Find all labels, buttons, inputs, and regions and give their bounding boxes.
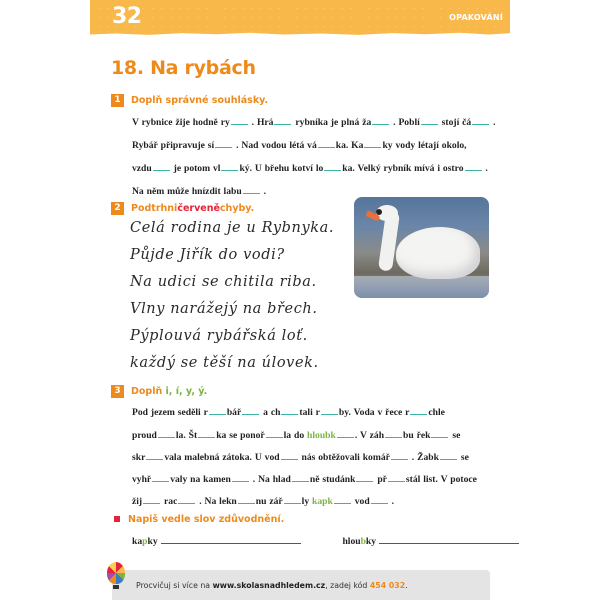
- line-text: se: [457, 452, 469, 463]
- line-text: žij: [132, 496, 143, 507]
- handwritten-sentence[interactable]: Celá rodina je u Rybnyka.: [130, 220, 335, 236]
- line-text: a ch: [260, 407, 281, 418]
- line-text: ký. U břehu kotví lo: [239, 163, 324, 174]
- line-text: stojí čá: [438, 117, 472, 128]
- line-text: nu zář: [255, 496, 283, 507]
- line-text: .: [482, 163, 488, 174]
- blank-field[interactable]: [143, 502, 160, 504]
- line-text: vyhř: [132, 474, 152, 485]
- blank-field[interactable]: [364, 146, 381, 148]
- blank-field[interactable]: [153, 169, 170, 171]
- task1-number: 1: [111, 94, 124, 107]
- line-text: vzdu: [132, 163, 152, 174]
- blank-field[interactable]: [243, 192, 260, 194]
- blank-field[interactable]: [431, 436, 448, 438]
- task3-line: [132, 474, 477, 485]
- line-text: rybníka je plná ža: [292, 117, 372, 128]
- blank-field[interactable]: [209, 413, 226, 415]
- blank-field[interactable]: [334, 502, 351, 504]
- footer-text: Procvičuj si více na www.skolasnadhledem.cz, zadej kód 454 032.: [136, 580, 408, 590]
- blank-field[interactable]: [356, 480, 373, 482]
- blank-field[interactable]: [281, 458, 298, 460]
- line-text: skr: [132, 452, 146, 463]
- footer-code: 454 032: [369, 580, 406, 590]
- task1-instruction: Doplň správné souhlásky.: [131, 94, 269, 106]
- line-text: ky vody létají okolo,: [382, 140, 467, 151]
- word-hloubky: hloubky: [342, 536, 377, 547]
- task1-line: [132, 117, 496, 128]
- task3-number: 3: [111, 385, 124, 398]
- balloon-icon: [107, 562, 125, 584]
- balloon-basket-icon: [113, 585, 119, 589]
- line-text: . Na hlad: [249, 474, 291, 485]
- swan-photo: [354, 197, 489, 298]
- line-text: bu řek: [403, 430, 431, 441]
- task1-header: [111, 93, 268, 107]
- blank-field[interactable]: [266, 436, 283, 438]
- line-text: stál list. V potoce: [405, 474, 477, 485]
- line-text: chle: [428, 407, 445, 418]
- blank-field[interactable]: [292, 480, 309, 482]
- line-text: ka se ponoř: [216, 430, 265, 441]
- answer-line-hloubky[interactable]: [379, 542, 519, 544]
- task1-line: [132, 140, 467, 151]
- line-text: . Žabk: [408, 452, 439, 463]
- line-text: př: [374, 474, 387, 485]
- blank-field[interactable]: [178, 502, 195, 504]
- blank-field[interactable]: [198, 436, 215, 438]
- lesson-title: 18. Na rybách: [111, 57, 256, 79]
- line-text: nás obtěžovali komář: [298, 452, 390, 463]
- blank-field[interactable]: [238, 502, 255, 504]
- line-text: Rybář připravuje sí: [132, 140, 215, 151]
- blank-field[interactable]: [232, 480, 249, 482]
- blank-field[interactable]: [284, 502, 301, 504]
- line-text: .: [388, 496, 394, 507]
- blank-field[interactable]: [465, 169, 482, 171]
- line-text: vala malebná zátoka. U vod: [164, 452, 280, 463]
- line-text: Pod jezem seděli r: [132, 407, 208, 418]
- footer-box: [112, 570, 490, 600]
- section-label: OPAKOVÁNÍ: [449, 13, 503, 22]
- word-kapky: kapky: [132, 536, 158, 547]
- bullet-icon: [114, 516, 120, 522]
- subtask-instruction: Napiš vedle slov zdůvodnění.: [128, 513, 285, 525]
- line-text: . Nad vodou létá vá: [233, 140, 317, 151]
- blank-field[interactable]: [421, 123, 438, 125]
- blank-field[interactable]: [242, 413, 259, 415]
- blank-field[interactable]: [324, 169, 341, 171]
- blank-field[interactable]: [231, 123, 248, 125]
- task3-line: [132, 430, 460, 441]
- page-number: 32: [112, 4, 142, 29]
- task3-instruction-green: i, í, y, ý.: [165, 385, 208, 397]
- task2-instruction-red: červeně: [177, 202, 220, 214]
- blank-field[interactable]: [215, 146, 232, 148]
- blank-field[interactable]: [440, 458, 457, 460]
- task2-instruction-post: chyby.: [219, 202, 255, 214]
- handwritten-sentence[interactable]: každý se těší na úlovek.: [130, 355, 319, 371]
- line-text: vod: [351, 496, 370, 507]
- line-text: Na něm může hnízdit labu: [132, 186, 242, 197]
- blank-field[interactable]: [391, 458, 408, 460]
- handwritten-sentence[interactable]: Pýplouvá rybářská loť.: [130, 328, 308, 344]
- line-text: .: [490, 117, 496, 128]
- blank-field[interactable]: [371, 502, 388, 504]
- task3-line: [132, 452, 469, 463]
- line-text: . Na lekn: [196, 496, 237, 507]
- blank-field[interactable]: [321, 413, 338, 415]
- line-text: ka. Velký rybník mívá i ostro: [342, 163, 464, 174]
- handwritten-sentence[interactable]: Vlny narážejý na břech.: [130, 301, 318, 317]
- blank-field[interactable]: [372, 123, 389, 125]
- line-text: bář: [226, 407, 242, 418]
- blank-field[interactable]: [385, 436, 402, 438]
- water-reflection: [354, 276, 489, 298]
- line-text: proud: [132, 430, 157, 441]
- blank-field[interactable]: [388, 480, 405, 482]
- task3-instruction-pre: Doplň: [131, 385, 163, 397]
- footer-url[interactable]: www.skolasnadhledem.cz: [212, 580, 326, 590]
- highlight-word: kapk: [312, 496, 333, 507]
- blank-field[interactable]: [410, 413, 427, 415]
- line-text: ně studánk: [309, 474, 356, 485]
- line-text: V rybnice žije hodně ry: [132, 117, 230, 128]
- line-text: la do: [283, 430, 308, 441]
- blank-field[interactable]: [274, 123, 291, 125]
- handwritten-sentence[interactable]: Na udici se chitila riba.: [130, 274, 317, 290]
- line-text: rac: [161, 496, 178, 507]
- task3-line: [132, 496, 394, 507]
- line-text: . V záh: [354, 430, 385, 441]
- task3-line: [132, 407, 445, 418]
- task3-header: [111, 384, 207, 398]
- task1-line: [132, 163, 488, 174]
- task2-number: 2: [111, 202, 124, 215]
- blank-field[interactable]: [152, 480, 169, 482]
- line-text: . Poblí: [390, 117, 420, 128]
- blank-field[interactable]: [337, 436, 354, 438]
- swan-body: [396, 227, 480, 279]
- task1-line: [132, 186, 266, 197]
- blank-field[interactable]: [221, 169, 238, 171]
- subtask-header: [111, 512, 284, 526]
- blank-field[interactable]: [281, 413, 298, 415]
- line-text: tali r: [299, 407, 320, 418]
- blank-field[interactable]: [158, 436, 175, 438]
- line-text: je potom vl: [170, 163, 221, 174]
- blank-field[interactable]: [146, 458, 163, 460]
- blank-field[interactable]: [318, 146, 335, 148]
- line-text: ly: [301, 496, 313, 507]
- line-text: valy na kamen: [170, 474, 231, 485]
- line-text: se: [449, 430, 461, 441]
- task2-instruction-pre: Podtrhni: [131, 202, 178, 214]
- header-band: [90, 0, 510, 36]
- task2-header: [111, 201, 258, 215]
- line-text: by. Voda v řece r: [338, 407, 410, 418]
- line-text: ka. Ka: [335, 140, 364, 151]
- answer-line-kapky[interactable]: [161, 542, 301, 544]
- highlight-word: hloubk: [307, 430, 336, 441]
- justification-row: [132, 536, 519, 547]
- line-text: . Hrá: [248, 117, 274, 128]
- handwritten-sentence[interactable]: Půjde Jiřík do vodi?: [130, 247, 285, 263]
- blank-field[interactable]: [472, 123, 489, 125]
- line-text: la. Št: [175, 430, 198, 441]
- line-text: .: [260, 186, 266, 197]
